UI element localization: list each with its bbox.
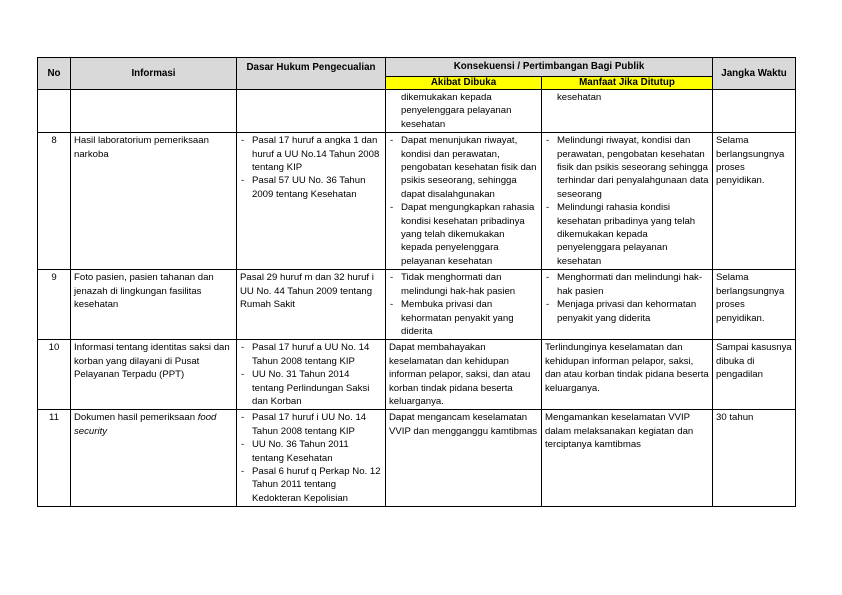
cell-informasi: Informasi tentang identitas saksi dan korban yang dilayani di Pusat Pelayanan Terpadu (PPT): [71, 340, 237, 410]
list-item: - Melindungi riwayat, kondisi dan perawatan, pengobatan kesehatan fisik dan psikis seseorang sehingga terhindar dari penyalahgunaan data seseorang: [545, 134, 709, 201]
cell-dasar: [237, 133, 386, 270]
cell-informasi: Foto pasien, pasien tahanan dan jenazah di lingkungan fasilitas kesehatan: [71, 270, 237, 340]
cell-jangka: Sampai kasusnya dibuka di pengadilan: [713, 340, 796, 410]
list-item: - Membuka privasi dan kehormatan penyakit yang diderita: [389, 298, 538, 338]
list-item: - Melindungi rahasia kondisi kesehatan pribadinya yang telah dikemukakan kepada penyelenggara pelayanan kesehatan: [545, 201, 709, 268]
cell-jangka: 30 tahun: [713, 410, 796, 507]
row-number: 11: [38, 410, 71, 507]
informasi-text: Dokumen hasil pemeriksaan: [74, 412, 198, 424]
continued-text: kesehatan: [557, 92, 602, 103]
cell-jangka: Selama berlangsungnya proses penyidikan.: [713, 270, 796, 340]
cell-manfaat: [542, 270, 713, 340]
cell-akibat: [386, 90, 542, 133]
list-item: - Menghormati dan melindungi hak-hak pasien: [545, 271, 709, 298]
cell-dasar: [237, 90, 386, 133]
cell-akibat: [386, 270, 542, 340]
cell-jangka: [713, 90, 796, 133]
row-number: 10: [38, 340, 71, 410]
list-item: - Dapat menunjukan riwayat, kondisi dan perawatan, pengobatan kesehatan fisik dan psikis seseorang, sehingga dapat disalahgunakan: [389, 134, 538, 201]
row-number: 9: [38, 270, 71, 340]
row-number: 8: [38, 133, 71, 270]
cell-dasar: [237, 340, 386, 410]
list-item: - Menjaga privasi dan kehormatan penyakit yang diderita: [545, 298, 709, 325]
cell-no: [38, 90, 71, 133]
list-item: - Pasal 17 huruf a UU No. 14 Tahun 2008 tentang KIP: [240, 341, 382, 368]
cell-manfaat: [542, 133, 713, 270]
cell-manfaat: Mengamankan keselamatan VVIP dalam melaksanakan kegiatan dan terciptanya kamtibmas: [542, 410, 713, 507]
cell-jangka: Selama berlangsungnya proses penyidikan.: [713, 133, 796, 270]
cell-manfaat: [542, 90, 713, 133]
list-item: - Pasal 57 UU No. 36 Tahun 2009 tentang Kesehatan: [240, 174, 382, 201]
cell-informasi: [71, 410, 237, 507]
cell-informasi: Hasil laboratorium pemeriksaan narkoba: [71, 133, 237, 270]
cell-akibat: Dapat membahayakan keselamatan dan kehidupan informan pelapor, saksi, dan atau korban tindak pidana beserta keluarganya.: [386, 340, 542, 410]
header-no: No: [38, 58, 71, 90]
list-item: - Tidak menghormati dan melindungi hak-hak pasien: [389, 271, 538, 298]
cell-manfaat: Terlindunginya keselamatan dan kehidupan informan pelapor, saksi, dan atau korban tindak pidana beserta keluarganya.: [542, 340, 713, 410]
continued-text: dikemukakan kepada penyelenggara pelayanan kesehatan: [401, 92, 512, 130]
table-row: [38, 340, 796, 410]
header-akibat-dibuka: Akibat Dibuka: [386, 77, 542, 90]
table-row: [38, 133, 796, 270]
header-row: [38, 58, 796, 77]
cell-dasar: Pasal 29 huruf m dan 32 huruf i UU No. 44 Tahun 2009 tentang Rumah Sakit: [237, 270, 386, 340]
table-row: [38, 270, 796, 340]
list-item: - Dapat mengungkapkan rahasia kondisi kesehatan pribadinya yang telah dikemukakan kepada penyelenggara pelayanan kesehatan: [389, 201, 538, 268]
cell-informasi: [71, 90, 237, 133]
cell-dasar: [237, 410, 386, 507]
informasi-italic-term: food security: [74, 412, 217, 437]
list-item: - UU No. 31 Tahun 2014 tentang Perlindungan Saksi dan Korban: [240, 368, 382, 408]
header-konsekuensi: Konsekuensi / Pertimbangan Bagi Publik: [386, 58, 713, 77]
exemption-table: [37, 57, 796, 507]
header-dasar-hukum: Dasar Hukum Pengecualian: [237, 58, 386, 90]
cell-akibat: Dapat mengancam keselamatan VVIP dan mengganggu kamtibmas: [386, 410, 542, 507]
list-item: - Pasal 6 huruf q Perkap No. 12 Tahun 2011 tentang Kedokteran Kepolisian: [240, 465, 382, 505]
header-jangka-waktu: Jangka Waktu: [713, 58, 796, 90]
list-item: - Pasal 17 huruf i UU No. 14 Tahun 2008 tentang KIP: [240, 411, 382, 438]
list-item: - UU No. 36 Tahun 2011 tentang Kesehatan: [240, 438, 382, 465]
table-row-continuation: [38, 90, 796, 133]
header-informasi: Informasi: [71, 58, 237, 90]
list-item: - Pasal 17 huruf a angka 1 dan huruf a UU No.14 Tahun 2008 tentang KIP: [240, 134, 382, 174]
header-manfaat-ditutup: Manfaat Jika Ditutup: [542, 77, 713, 90]
cell-akibat: [386, 133, 542, 270]
table-row: [38, 410, 796, 507]
